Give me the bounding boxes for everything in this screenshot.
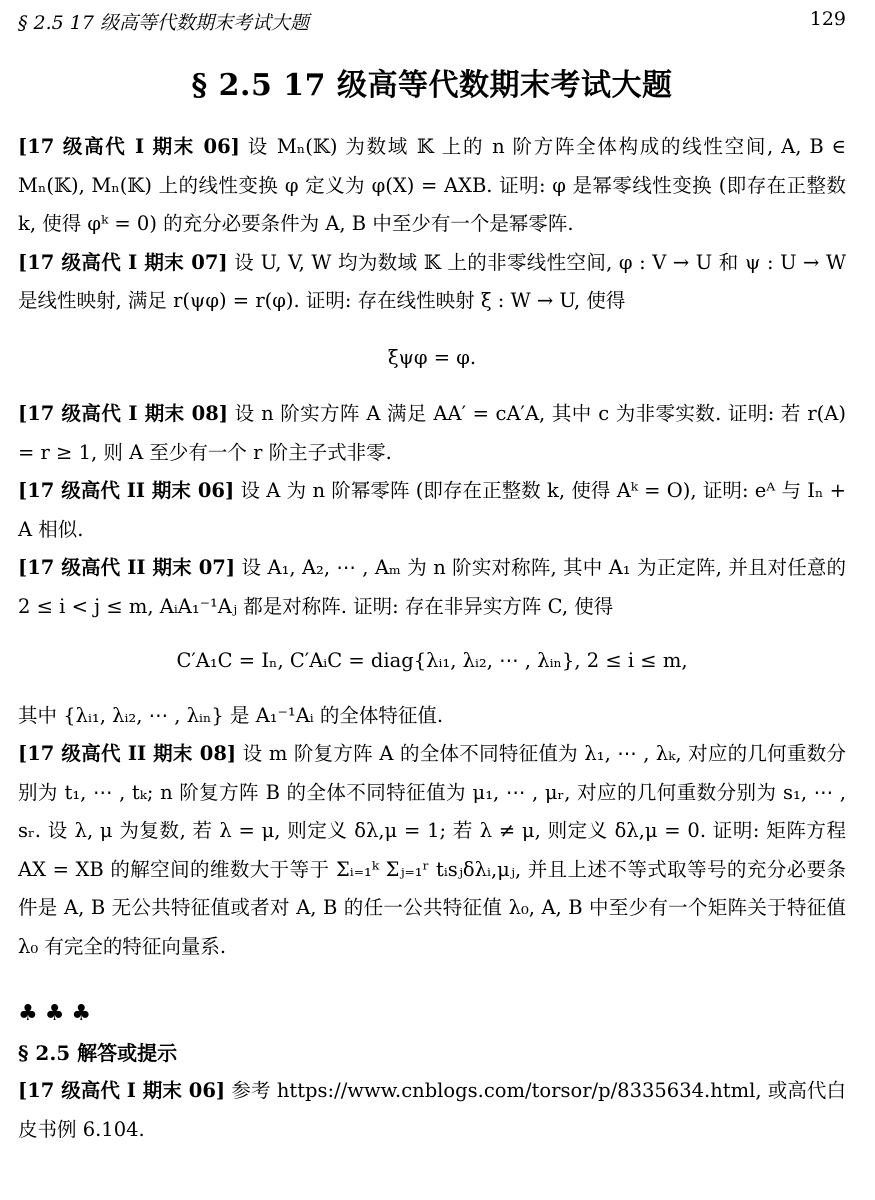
problem-text: 设 n 阶实方阵 A 满足 AA′ = cA′A, 其中 c 为非零实数. 证明: 若 r(A) = r ≥ 1, 则 A 至少有一个 r 阶主子式非零. — [18, 402, 846, 464]
section-divider: ♣ ♣ ♣ — [18, 1001, 92, 1026]
answer-label: [17 级高代 I 期末 06] — [18, 1079, 226, 1102]
problem-label: [17 级高代 I 期末 06] — [18, 135, 240, 158]
answers-title: § 2.5 解答或提示 — [18, 1041, 178, 1065]
problem-text: 设 A₁, A₂, ⋯ , Aₘ 为 n 阶实对称阵, 其中 A₁ 为正定阵, 并且对任意的 2 ≤ i < j ≤ m, AᵢA₁⁻¹Aⱼ 都是对称阵. 证明: 存在非异实方阵 C, 使得 — [18, 556, 847, 618]
problem-6 — [18, 735, 846, 966]
answer-1 — [18, 1072, 846, 1149]
running-header — [18, 8, 846, 36]
problem-text: 设 A 为 n 阶幂零阵 (即存在正整数 k, 使得 Aᵏ = O), 证明: eᴬ 与 Iₙ + A 相似. — [18, 479, 846, 541]
page-number: 129 — [809, 8, 846, 30]
problem-label: [17 级高代 I 期末 07] — [18, 250, 228, 274]
display-equation: ξψφ = φ. — [387, 345, 477, 369]
document-body — [18, 128, 846, 1149]
problem-text: 设 Mₙ(𝕂) 为数域 𝕂 上的 n 阶方阵全体构成的线性空间, A, B ∈ Mₙ(𝕂), Mₙ(𝕂) 上的线性变换 φ 定义为 φ(X) = AXB. 证明: φ 是幂零线性变换 (即存在正整数 k, 使得 φᵏ = 0) 的充分必要条件为 A, B 中至少有一个是幂零阵. — [18, 135, 846, 235]
problem-5-continuation: 其中 {λᵢ₁, λᵢ₂, ⋯ , λᵢₙ} 是 A₁⁻¹Aᵢ 的全体特征值. — [18, 703, 444, 727]
problem-label: [17 级高代 II 期末 07] — [18, 556, 236, 579]
problem-label: [17 级高代 II 期末 08] — [18, 742, 237, 765]
section-title: § 2.5 17 级高等代数期末考试大题 — [191, 68, 673, 103]
problem-text: 设 m 阶复方阵 A 的全体不同特征值为 λ₁, ⋯ , λₖ, 对应的几何重数分别为 t₁, ⋯ , tₖ; n 阶复方阵 B 的全体不同特征值为 μ₁, ⋯ , μᵣ, 对应的几何重数分别为 s₁, ⋯ , sᵣ. 设 λ, μ 为复数, 若 λ = μ, 则定义 δλ,μ = 1; 若 λ ≠ μ, 则定义 δλ,μ = 0. 证明: 矩阵方程 AX = XB 的解空间的维数大于等于 Σᵢ₌₁ᵏ Σⱼ₌₁ʳ tᵢsⱼδλᵢ,μⱼ, 并且上述不等式取等号的充分必要条件是 A, B 无公共特征值或者对 A, B 的任一公共特征值 λ₀, A, B 中至少有一个矩阵关于特征值 λ₀ 有完全的特征向量系. — [18, 742, 847, 958]
problem-1 — [18, 128, 846, 244]
problem-2 — [18, 244, 846, 321]
problem-text: 设 U, V, W 均为数域 𝕂 上的非零线性空间, φ : V → U 和 ψ : U → W 是线性映射, 满足 r(ψφ) = r(φ). 证明: 存在线性映射 ξ : W → U, 使得 — [18, 250, 846, 312]
problem-label: [17 级高代 II 期末 06] — [18, 479, 235, 502]
problem-5 — [18, 549, 846, 626]
header-title: § 2.5 17 级高等代数期末考试大题 — [18, 12, 310, 34]
problem-label: [17 级高代 I 期末 08] — [18, 402, 229, 425]
answer-text: 参考 https://www.cnblogs.com/torsor/p/8335634.html, 或高代白皮书例 6.104. — [18, 1079, 846, 1141]
problem-4 — [18, 472, 846, 549]
display-equation: C′A₁C = Iₙ, C′AᵢC = diag{λᵢ₁, λᵢ₂, ⋯ , λᵢₙ}, 2 ≤ i ≤ m, — [176, 649, 688, 672]
problem-3 — [18, 395, 846, 472]
